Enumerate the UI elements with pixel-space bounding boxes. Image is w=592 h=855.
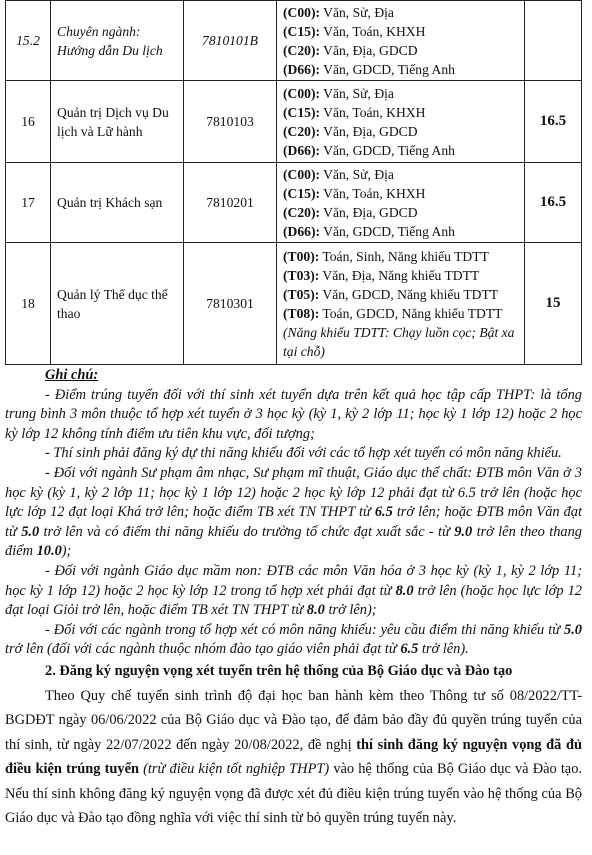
row-number: 18 [6, 243, 51, 365]
table-row [6, 1, 582, 81]
section-title: 2. Đăng ký nguyện vọng xét tuyển trên hệ thống của Bộ Giáo dục và Đào tạo [45, 662, 513, 679]
combination-line: (C15): Văn, Toán, KHXH [283, 104, 426, 120]
major-name: Quản trị Dịch vụ Du lịch và Lữ hành [51, 81, 184, 163]
aptitude-test-note: (Năng khiếu TDTT: Chạy luồn cọc; Bật xa tại chỗ) [283, 324, 515, 359]
combination-line: (T00): Toán, Sinh, Năng khiếu TDTT [283, 248, 489, 264]
major-code: 7810301 [184, 243, 277, 365]
note-item: - Điểm trúng tuyển đối với thí sinh xét tuyển dựa trên kết quả học tập cấp THPT: là tổng trung bình 3 môn thuộc tổ hợp xét tuyển ở 3 học kỳ (kỳ 1, kỳ 2 lớp 11; học kỳ 1 lớp 12) hoặc 2 học kỳ lớp 12 không tính điểm ưu tiên khu vực, đối tượng; [5, 386, 582, 442]
cutoff-score: 15 [525, 243, 582, 365]
combination-line: (D66): Văn, GDCD, Tiếng Anh [283, 142, 455, 158]
cutoff-score [525, 1, 582, 81]
cutoff-score: 16.5 [525, 163, 582, 243]
combination-line: (C15): Văn, Toán, KHXH [283, 185, 426, 201]
combination-line: (D66): Văn, GDCD, Tiếng Anh [283, 223, 455, 239]
row-number: 17 [6, 163, 51, 243]
combination-line: (C15): Văn, Toán, KHXH [283, 23, 426, 39]
major-code: 7810201 [184, 163, 277, 243]
body-paragraph: Theo Quy chế tuyển sinh trình độ đại học ban hành kèm theo Thông tư số 08/2022/TT-BGDĐT ngày 06/06/2022 của Bộ Giáo dục và Đào tạo, để đảm bảo đầy đủ quyền trúng tuyển của thí sinh, từ ngày 22/07/2022 đến ngày 20/08/2022, đề nghị thí sinh đăng ký nguyện vọng đã đủ điều kiện trúng tuyển (trừ điều kiện tốt nghiệp THPT) vào hệ thống của Bộ Giáo dục và Đào tạo. Nếu thí sinh không đăng ký nguyện vọng đã được xét đủ điều kiện trúng tuyển vào hệ thống của Bộ Giáo dục và Đào tạo đồng nghĩa với việc thí sinh từ bỏ quyền trúng tuyển này. [5, 687, 582, 826]
note-item: - Đối với ngành Sư phạm âm nhạc, Sư phạm mĩ thuật, Giáo dục thể chất: ĐTB môn Văn ở 3 học kỳ (kỳ 1, kỳ 2 lớp 11; học kỳ 1 lớp 12) hoặc 2 học kỳ lớp 12 phải đạt từ 6.5 trở lên (hoặc học lực lớp 12 đạt loại Khá trở lên; hoặc điểm TB xét TN THPT từ 6.5 trở lên; hoặc ĐTB môn Văn đạt từ 5.0 trở lên và có điểm thi năng khiếu do trường tổ chức đạt xuất sắc - từ 9.0 trở lên theo thang điểm 10.0); [5, 464, 582, 560]
major-code: 7810101B [184, 1, 277, 81]
combination-line: (T08): Toán, GDCD, Năng khiếu TDTT [283, 305, 503, 321]
note-item: - Thí sinh phải đăng ký dự thi năng khiếu đối với các tổ hợp xét tuyển có môn năng khiếu. [45, 445, 562, 462]
subject-combinations [277, 163, 525, 243]
combination-line: (C00): Văn, Sử, Địa [283, 4, 394, 20]
subject-combinations [277, 81, 525, 163]
subject-combinations [277, 243, 525, 365]
subject-combinations [277, 1, 525, 81]
combination-line: (T03): Văn, Địa, Năng khiếu TDTT [283, 267, 480, 283]
combination-line: (C20): Văn, Địa, GDCD [283, 204, 418, 220]
combination-line: (C00): Văn, Sử, Địa [283, 166, 394, 182]
document-body [5, 366, 582, 831]
major-code: 7810103 [184, 81, 277, 163]
notes-heading: Ghi chú: [45, 367, 99, 383]
major-name: Quản lý Thể dục thể thao [51, 243, 184, 365]
note-item: - Đối với các ngành trong tổ hợp xét có môn năng khiếu: yêu cầu điểm thi năng khiếu từ 5.0 trở lên (đối với các ngành thuộc nhóm đào tạo giáo viên phải đạt từ 6.5 trở lên). [5, 621, 582, 658]
cutoff-score: 16.5 [525, 81, 582, 163]
major-name: Quản trị Khách sạn [51, 163, 184, 243]
table-row [6, 81, 582, 163]
major-name: Chuyên ngành: Hướng dẫn Du lịch [51, 1, 184, 81]
admission-table [5, 0, 582, 365]
table-row [6, 243, 582, 365]
table-row [6, 163, 582, 243]
row-number: 15.2 [6, 1, 51, 81]
combination-line: (D66): Văn, GDCD, Tiếng Anh [283, 61, 455, 77]
note-item: - Đối với ngành Giáo dục mầm non: ĐTB các môn Văn hóa ở 3 học kỳ (kỳ 1, kỳ 2 lớp 11; học kỳ 1 lớp 12) hoặc 2 học kỳ lớp 12 trong tổ hợp xét phải đạt từ 8.0 trở lên (hoặc học lực lớp 12 đạt loại Giỏi trở lên, hoặc điểm TB xét TN THPT từ 8.0 trở lên); [5, 562, 582, 619]
row-number: 16 [6, 81, 51, 163]
combination-line: (C20): Văn, Địa, GDCD [283, 42, 418, 58]
combination-line: (T05): Văn, GDCD, Năng khiếu TDTT [283, 286, 499, 302]
combination-line: (C00): Văn, Sử, Địa [283, 85, 394, 101]
combination-line: (C20): Văn, Địa, GDCD [283, 123, 418, 139]
